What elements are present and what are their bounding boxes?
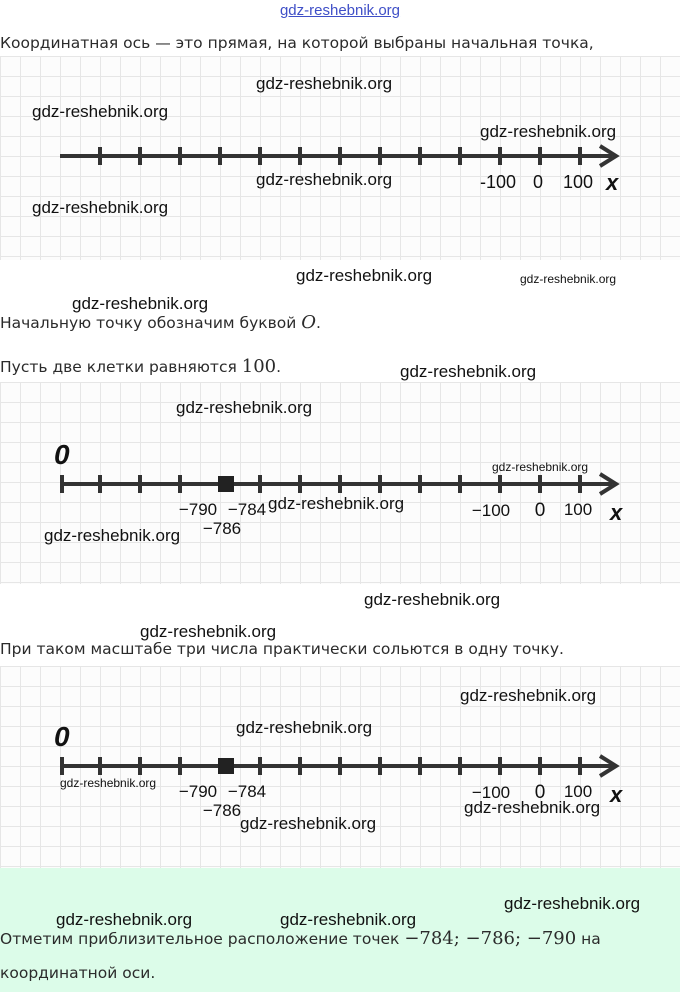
paragraph-answer-line2: координатной оси.: [0, 964, 156, 982]
watermark: gdz-reshebnik.org: [492, 460, 589, 474]
watermark: gdz-reshebnik.org: [32, 198, 169, 217]
watermark: gdz-reshebnik.org: [460, 686, 597, 705]
watermark: gdz-reshebnik.org: [464, 798, 601, 817]
tick-label-zero: 0: [534, 782, 546, 803]
watermark: gdz-reshebnik.org: [236, 718, 373, 737]
axis-label-x: x: [610, 500, 623, 525]
tick-label-neg-100: −100: [471, 501, 511, 520]
watermark: gdz-reshebnik.org: [504, 894, 641, 913]
tick-label-zero: 0: [534, 500, 546, 521]
tick-label-neg-790: −790: [178, 500, 218, 519]
watermark: gdz-reshebnik.org: [296, 266, 433, 285]
tick-label-neg-790: −790: [178, 782, 218, 801]
scale-value: 100: [241, 356, 277, 377]
watermark: gdz-reshebnik.org: [44, 526, 181, 545]
paragraph-definition: Координатная ось — это прямая, на которой выбраны начальная точка,: [0, 34, 594, 52]
tick-label-neg-784: −784: [227, 782, 267, 801]
watermark: gdz-reshebnik.org: [176, 398, 313, 417]
watermark: gdz-reshebnik.org: [256, 74, 393, 93]
watermark: gdz-reshebnik.org: [60, 776, 157, 790]
axis-label-x: x: [610, 782, 623, 807]
watermark: gdz-reshebnik.org: [520, 272, 617, 286]
origin-label: 0: [54, 721, 70, 752]
tick-label-100: 100: [563, 782, 593, 801]
tick-label-neg-784: −784: [227, 500, 267, 519]
paragraph-merge: При таком масштабе три числа практически сольются в одну точку.: [0, 640, 564, 658]
watermark: gdz-reshebnik.org: [72, 294, 209, 313]
watermark: gdz-reshebnik.org: [364, 590, 501, 609]
tick-label-neg-100: -100: [479, 172, 517, 192]
watermark: gdz-reshebnik.org: [280, 910, 417, 929]
watermark: gdz-reshebnik.org: [56, 910, 193, 929]
paragraph-answer: Отметим приблизительное расположение точек −784; −786; −790 на: [0, 928, 601, 949]
grid-figure-2: [0, 382, 680, 584]
paragraph-scale: Пусть две клетки равняются 100.: [0, 356, 282, 377]
tick-label-neg-786: −786: [202, 519, 242, 538]
answer-points: −784; −786; −790: [404, 928, 577, 949]
watermark: gdz-reshebnik.org: [140, 622, 277, 641]
number-line-2: [0, 382, 680, 584]
tick-label-zero: 0: [532, 172, 544, 192]
paragraph-origin: Начальную точку обозначим буквой O.: [0, 312, 321, 333]
origin-label: 0: [54, 439, 70, 470]
tick-label-neg-786: −786: [202, 801, 242, 820]
tick-label-100: 100: [562, 172, 594, 192]
cluster-ticks: [219, 758, 233, 774]
tick-label-neg-100: −100: [471, 783, 511, 802]
tick-label-100: 100: [563, 500, 593, 519]
cluster-ticks: [219, 476, 233, 492]
watermark: gdz-reshebnik.org: [268, 494, 405, 513]
watermark: gdz-reshebnik.org: [32, 102, 169, 121]
watermark: gdz-reshebnik.org: [480, 122, 617, 141]
site-link[interactable]: gdz-reshebnik.org: [279, 2, 401, 19]
watermark: gdz-reshebnik.org: [240, 814, 377, 833]
watermark: gdz-reshebnik.org: [256, 170, 393, 189]
origin-letter: O: [301, 312, 317, 333]
axis-label-x: x: [606, 170, 619, 195]
watermark: gdz-reshebnik.org: [400, 362, 537, 381]
